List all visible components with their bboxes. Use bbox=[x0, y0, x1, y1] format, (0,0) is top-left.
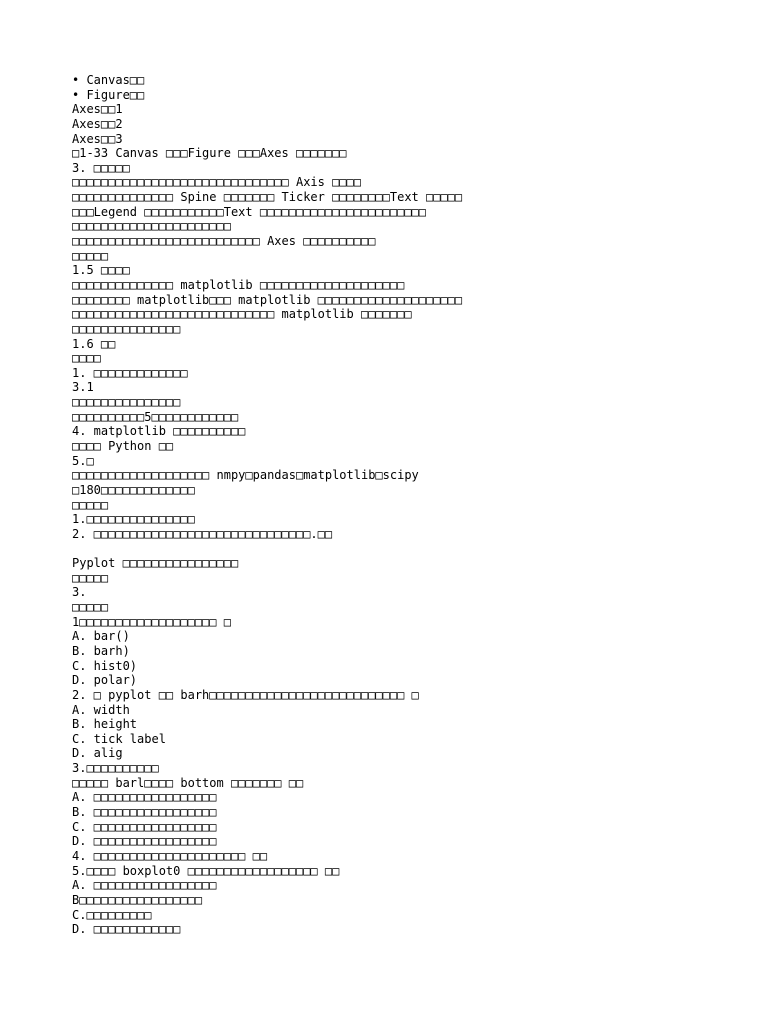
text-line: C. hist0) bbox=[72, 658, 138, 673]
text-line: 4. □□□□□□□□□□□□□□□□□□□□□ □□ bbox=[72, 848, 268, 863]
text-line: D. □□□□□□□□□□□□□□□□□ bbox=[72, 834, 217, 849]
text-line: B. height bbox=[72, 717, 138, 732]
text-line: 2. □□□□□□□□□□□□□□□□□□□□□□□□□□□□□□.□□ bbox=[72, 526, 333, 541]
text-line: C.□□□□□□□□□ bbox=[72, 907, 152, 922]
text-line: □□□Legend □□□□□□□□□□□Text □□□□□□□□□□□□□□□□□□□□□□□ bbox=[72, 204, 427, 219]
text-line: 5.□□□□ boxplot0 □□□□□□□□□□□□□□□□□□ □□ bbox=[72, 863, 340, 878]
text-line: 1. □□□□□□□□□□□□□ bbox=[72, 365, 188, 380]
text-line: C. tick label bbox=[72, 731, 166, 746]
document-page bbox=[72, 73, 752, 937]
text-line: D. polar) bbox=[72, 673, 138, 688]
text-line: B□□□□□□□□□□□□□□□□□ bbox=[72, 892, 203, 907]
text-line: □□□□□ bbox=[72, 497, 109, 512]
text-line: □□□□□□□□□□□□□□ matplotlib □□□□□□□□□□□□□□□□□□□□ bbox=[72, 277, 405, 292]
text-line: □□□□□□□□□□□□□□□□□□□ nmpy□pandas□matplotlib□scipy bbox=[72, 468, 419, 483]
text-line: 3. □□□□□ bbox=[72, 160, 130, 175]
text-line: A. bar() bbox=[72, 629, 130, 644]
text-line: 1.□□□□□□□□□□□□□□□ bbox=[72, 512, 195, 527]
text-line: B. □□□□□□□□□□□□□□□□□ bbox=[72, 805, 217, 820]
text-line: C. □□□□□□□□□□□□□□□□□ bbox=[72, 819, 217, 834]
blank-line bbox=[72, 542, 752, 557]
text-line: Axes□□2 bbox=[72, 116, 123, 131]
text-line: Axes□□3 bbox=[72, 131, 123, 146]
text-line: 3. bbox=[72, 585, 87, 600]
text-line: 4. matplotlib □□□□□□□□□□ bbox=[72, 424, 246, 439]
text-line: A. width bbox=[72, 702, 130, 717]
text-line: □□□□□□□□□□□□□□□□□□□□□□□□□□□□□□ Axis □□□□ bbox=[72, 175, 361, 190]
text-line: 5.□ bbox=[72, 453, 94, 468]
text-line: 1□□□□□□□□□□□□□□□□□□□ □ bbox=[72, 614, 231, 629]
text-line: □□□□□□□□□□□□□□□□□□□□□□□□□□ Axes □□□□□□□□□□ bbox=[72, 234, 376, 249]
text-line: • Figure□□ bbox=[72, 87, 145, 102]
text-line: A. □□□□□□□□□□□□□□□□□ bbox=[72, 790, 217, 805]
text-line: □□□□□□□□□□□□□□□ bbox=[72, 321, 181, 336]
text-line: Pyplot □□□□□□□□□□□□□□□□ bbox=[72, 556, 239, 571]
text-line: □□□□ bbox=[72, 351, 101, 366]
text-line: □□□□□□□□ matplotlib□□□ matplotlib □□□□□□□□□□□□□□□□□□□□ bbox=[72, 292, 463, 307]
text-line: □□□□□□□□□□5□□□□□□□□□□□□ bbox=[72, 409, 239, 424]
text-line: □□□□□□□□□□□□□□□□□□□□□□ bbox=[72, 219, 231, 234]
text-line: 2. □ pyplot □□ barh□□□□□□□□□□□□□□□□□□□□□□□□□□□ □ bbox=[72, 687, 419, 702]
text-line: D. alig bbox=[72, 746, 123, 761]
text-line: D. □□□□□□□□□□□□ bbox=[72, 922, 181, 937]
text-line: □□□□□□□□□□□□□□□□□□□□□□□□□□□□ matplotlib □□□□□□□ bbox=[72, 307, 412, 322]
text-line: A. □□□□□□□□□□□□□□□□□ bbox=[72, 878, 217, 893]
text-line: □□□□□ bbox=[72, 570, 109, 585]
text-line: □□□□□ bbox=[72, 248, 109, 263]
text-line: Axes□□1 bbox=[72, 102, 123, 117]
text-line: □□□□□ bbox=[72, 600, 109, 615]
text-line: □□□□ Python □□ bbox=[72, 439, 174, 454]
text-line: □□□□□□□□□□□□□□□ bbox=[72, 395, 181, 410]
text-line: □1-33 Canvas □□□Figure □□□Axes □□□□□□□ bbox=[72, 146, 347, 161]
text-line: 3.1 bbox=[72, 380, 94, 395]
text-line: □□□□□ barl□□□□ bottom □□□□□□□ □□ bbox=[72, 775, 304, 790]
text-line: □180□□□□□□□□□□□□□ bbox=[72, 482, 195, 497]
text-line: 1.6 □□ bbox=[72, 336, 116, 351]
text-line: □□□□□□□□□□□□□□ Spine □□□□□□□ Ticker □□□□□□□□Text □□□□□ bbox=[72, 190, 463, 205]
text-line: 3.□□□□□□□□□□ bbox=[72, 761, 159, 776]
text-line: B. barh) bbox=[72, 643, 130, 658]
text-line: • Canvas□□ bbox=[72, 73, 145, 87]
text-line: 1.5 □□□□ bbox=[72, 263, 130, 278]
